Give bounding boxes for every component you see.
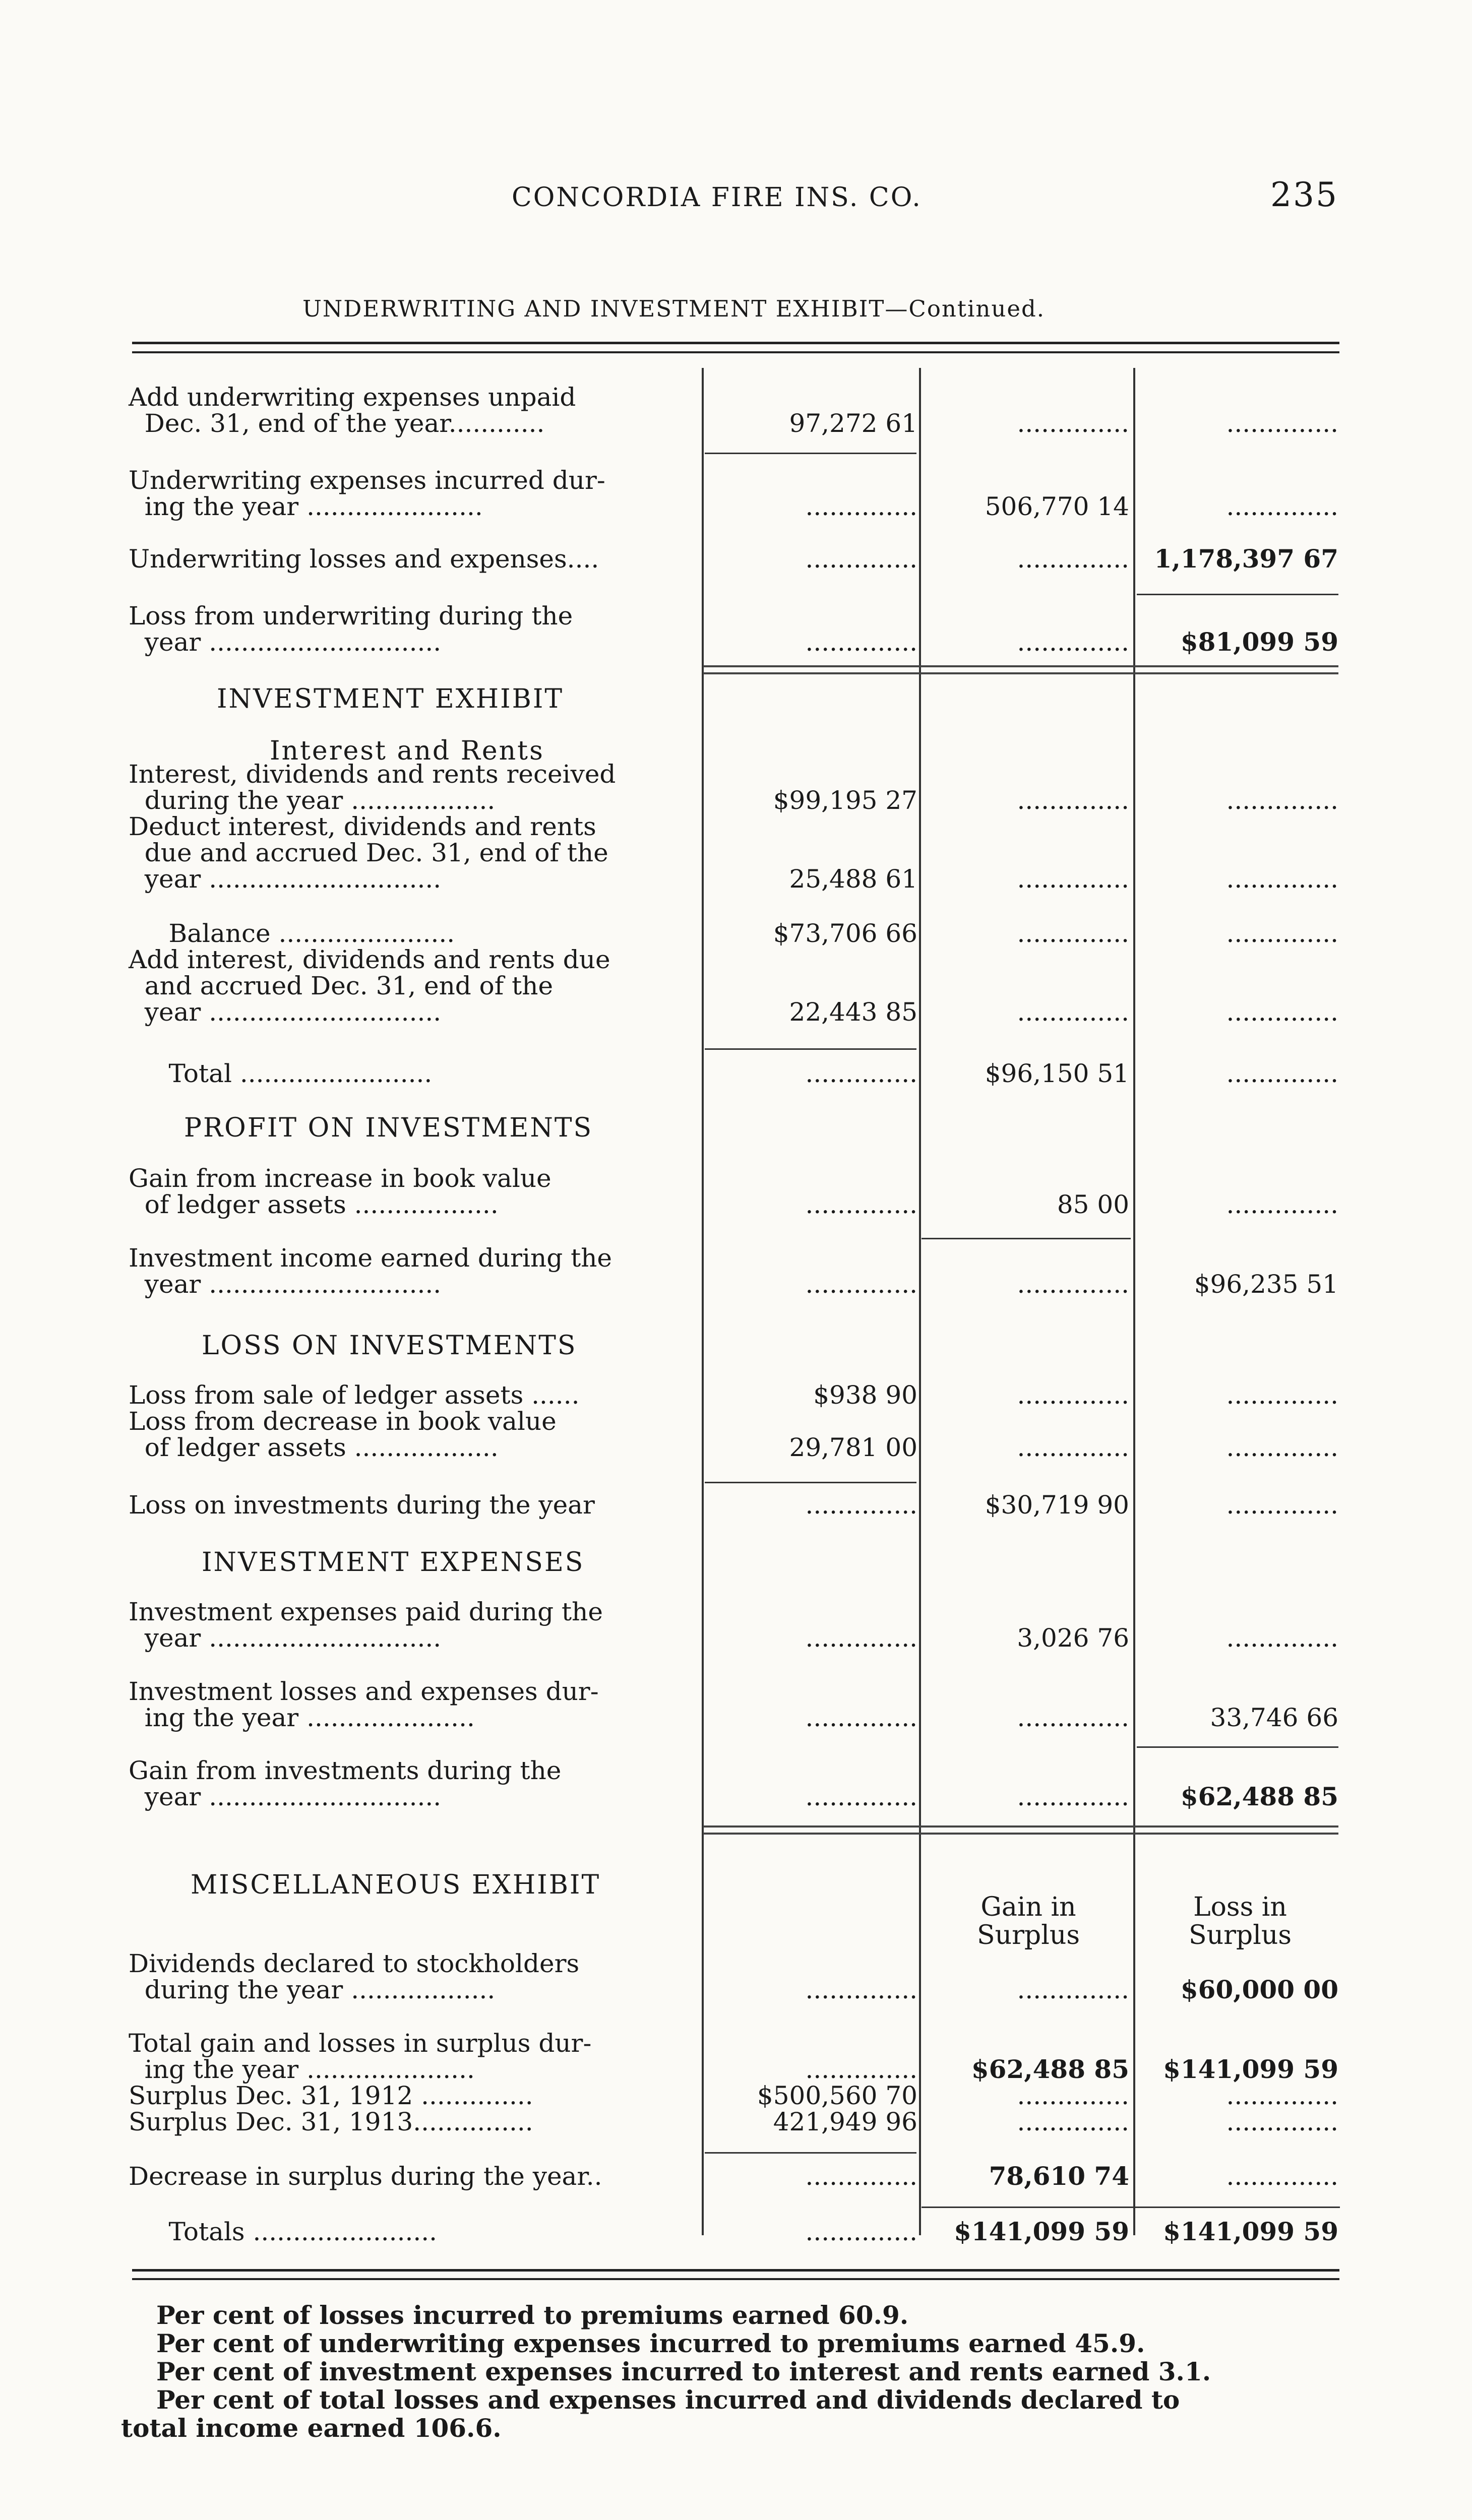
cell-col3: $62,488 85 xyxy=(1180,1782,1338,1811)
row-label: Investment losses and expenses dur- ing the year ..................... xyxy=(129,1677,599,1732)
cell-col1: .............. xyxy=(805,544,917,574)
subtotal-rule xyxy=(705,1482,916,1483)
cell-col1: .............. xyxy=(805,1623,917,1653)
row-label: Underwriting expenses incurred dur- ing the year ...................... xyxy=(129,466,605,521)
cell-col2: $141,099 59 xyxy=(954,2217,1129,2246)
column-divider xyxy=(1133,368,1135,2235)
subtotal-rule xyxy=(1137,594,1338,595)
column-divider xyxy=(702,368,704,2235)
cell-col3: $141,099 59 xyxy=(1163,2054,1338,2084)
cell-col2: 85 00 xyxy=(1057,1190,1129,1219)
cell-col2: .............. xyxy=(1017,544,1129,574)
cell-col1: $938 90 xyxy=(813,1380,917,1410)
cell-col3: $96,235 51 xyxy=(1194,1270,1338,1299)
cell-col2: .............. xyxy=(1017,919,1129,948)
section-loss-on-investments: LOSS ON INVESTMENTS xyxy=(202,1331,577,1361)
row-label: Deduct interest, dividends and rents due and accrued Dec. 31, end of the year ............................. xyxy=(129,812,608,894)
cell-col1: $99,195 27 xyxy=(773,786,917,815)
cell-col3: .............. xyxy=(1226,2081,1338,2110)
cell-col2: .............. xyxy=(1017,1782,1129,1811)
cell-col2: 506,770 14 xyxy=(985,492,1129,521)
column-divider xyxy=(919,368,921,2235)
top-rule xyxy=(132,342,1339,344)
cell-col3: $141,099 59 xyxy=(1163,2217,1338,2246)
footnote-line: Per cent of investment expenses incurred to interest and rents earned 3.1. xyxy=(156,2357,1211,2386)
row-label: Gain from increase in book value of ledger assets .................. xyxy=(129,1164,551,1219)
cell-col3: .............. xyxy=(1226,2162,1338,2191)
cell-col1: 421,949 96 xyxy=(773,2107,917,2136)
cell-col1: $500,560 70 xyxy=(757,2081,917,2110)
section-profit-on-investments: PROFIT ON INVESTMENTS xyxy=(184,1113,593,1143)
cell-col2: .............. xyxy=(1017,2107,1129,2136)
footnotes xyxy=(121,2301,1341,2442)
subtotal-rule xyxy=(705,453,916,454)
cell-col3: .............. xyxy=(1226,409,1338,438)
cell-col3: .............. xyxy=(1226,492,1338,521)
cell-col3: $81,099 59 xyxy=(1180,627,1338,657)
subtotal-rule xyxy=(1137,1746,1338,1748)
section-investment-expenses: INVESTMENT EXPENSES xyxy=(202,1547,585,1578)
cell-col3: .............. xyxy=(1226,1190,1338,1219)
double-rule xyxy=(703,1825,1338,1835)
footnote-line: Per cent of underwriting expenses incurred to premiums earned 45.9. xyxy=(156,2328,1145,2358)
cell-col1: .............. xyxy=(805,1975,917,2004)
bottom-rule-secondary xyxy=(132,2278,1339,2280)
cell-col2: 78,610 74 xyxy=(989,2161,1129,2191)
subtotal-rule xyxy=(922,2207,1340,2208)
cell-col2: .............. xyxy=(1017,786,1129,815)
row-label: Total ........................ xyxy=(129,1059,433,1088)
row-label: Surplus Dec. 31, 1913............... xyxy=(129,2107,533,2136)
cell-col3: .............. xyxy=(1226,1433,1338,1462)
cell-col1: 97,272 61 xyxy=(789,409,917,438)
cell-col1: .............. xyxy=(805,2162,917,2191)
bottom-rule xyxy=(132,2269,1339,2272)
footnote-line: total income earned 106.6. xyxy=(121,2413,502,2443)
footnote-line: Per cent of losses incurred to premiums earned 60.9. xyxy=(156,2300,909,2330)
cell-col1: .............. xyxy=(805,2217,917,2246)
row-label: Loss on investments during the year xyxy=(129,1490,595,1520)
cell-col2: $62,488 85 xyxy=(971,2054,1129,2084)
row-label: Surplus Dec. 31, 1912 .............. xyxy=(129,2081,533,2110)
row-label: Investment expenses paid during the year ............................. xyxy=(129,1597,603,1653)
cell-col3: .............. xyxy=(1226,2107,1338,2136)
cell-col2: .............. xyxy=(1017,2081,1129,2110)
cell-col1: .............. xyxy=(805,1782,917,1811)
footnote-line: Per cent of total losses and expenses incurred and dividends declared to xyxy=(156,2385,1180,2415)
column-header-gain-in-surplus: Gain in Surplus xyxy=(976,1892,1080,1950)
exhibit-title: UNDERWRITING AND INVESTMENT EXHIBIT—Continued. xyxy=(302,295,1046,322)
cell-col1: 22,443 85 xyxy=(789,997,917,1027)
row-label: Total gain and losses in surplus dur- ing the year ..................... xyxy=(129,2029,592,2084)
cell-col2: 3,026 76 xyxy=(1017,1623,1129,1653)
column-header-loss-in-surplus: Loss in Surplus xyxy=(1188,1892,1292,1950)
page-title: CONCORDIA FIRE INS. CO. xyxy=(512,182,922,213)
row-label: Add underwriting expenses unpaid Dec. 31, end of the year............ xyxy=(129,383,576,438)
cell-col1: .............. xyxy=(805,1490,917,1520)
cell-col1: 25,488 61 xyxy=(789,864,917,894)
section-investment-exhibit: INVESTMENT EXHIBIT xyxy=(217,684,564,714)
row-label: Investment income earned during the year ............................. xyxy=(129,1243,612,1299)
cell-col3: .............. xyxy=(1226,1059,1338,1088)
cell-col2: .............. xyxy=(1017,997,1129,1027)
row-label: Loss from sale of ledger assets ...... xyxy=(129,1380,580,1410)
row-label: Add interest, dividends and rents due and accrued Dec. 31, end of the year ............................. xyxy=(129,945,610,1027)
cell-col3: .............. xyxy=(1226,864,1338,894)
cell-col2: .............. xyxy=(1017,1270,1129,1299)
cell-col2: .............. xyxy=(1017,1380,1129,1410)
row-label: Balance ...................... xyxy=(129,919,455,948)
section-interest-and-rents: Interest and Rents xyxy=(270,736,544,766)
cell-col1: .............. xyxy=(805,1703,917,1732)
page-number: 235 xyxy=(1270,175,1338,214)
double-rule xyxy=(703,665,1338,674)
cell-col3: .............. xyxy=(1226,919,1338,948)
top-rule-secondary xyxy=(132,351,1339,353)
row-label: Dividends declared to stockholders during the year .................. xyxy=(129,1949,580,2004)
cell-col3: .............. xyxy=(1226,1380,1338,1410)
cell-col1: $73,706 66 xyxy=(773,919,917,948)
row-label: Loss from underwriting during the year ............................. xyxy=(129,601,573,657)
subtotal-rule xyxy=(705,1048,916,1050)
cell-col1: .............. xyxy=(805,492,917,521)
cell-col2: .............. xyxy=(1017,409,1129,438)
row-label: Decrease in surplus during the year.. xyxy=(129,2162,602,2191)
cell-col3: .............. xyxy=(1226,786,1338,815)
cell-col1: .............. xyxy=(805,2055,917,2084)
cell-col1: .............. xyxy=(805,1059,917,1088)
cell-col1: .............. xyxy=(805,627,917,657)
cell-col3: 33,746 66 xyxy=(1210,1703,1338,1732)
subtotal-rule xyxy=(922,1238,1131,1239)
cell-col1: .............. xyxy=(805,1190,917,1219)
cell-col2: $30,719 90 xyxy=(985,1490,1129,1520)
cell-col2: .............. xyxy=(1017,1975,1129,2004)
cell-col3: .............. xyxy=(1226,1490,1338,1520)
row-label: Underwriting losses and expenses.... xyxy=(129,544,599,574)
cell-col2: .............. xyxy=(1017,1703,1129,1732)
cell-col3: .............. xyxy=(1226,1623,1338,1653)
subtotal-rule xyxy=(705,2152,916,2154)
cell-col2: $96,150 51 xyxy=(985,1059,1129,1088)
cell-col3: $60,000 00 xyxy=(1180,1975,1338,2004)
section-miscellaneous-exhibit: MISCELLANEOUS EXHIBIT xyxy=(191,1870,601,1900)
row-label: Totals ....................... xyxy=(129,2217,438,2246)
row-label: Loss from decrease in book value of ledger assets .................. xyxy=(129,1407,557,1462)
cell-col2: .............. xyxy=(1017,1433,1129,1462)
cell-col1: 29,781 00 xyxy=(789,1433,917,1462)
cell-col2: .............. xyxy=(1017,627,1129,657)
cell-col1: .............. xyxy=(805,1270,917,1299)
cell-col3: 1,178,397 67 xyxy=(1154,544,1338,574)
cell-col3: .............. xyxy=(1226,997,1338,1027)
row-label: Interest, dividends and rents received during the year .................. xyxy=(129,760,616,815)
row-label: Gain from investments during the year ............................. xyxy=(129,1756,562,1811)
cell-col2: .............. xyxy=(1017,864,1129,894)
